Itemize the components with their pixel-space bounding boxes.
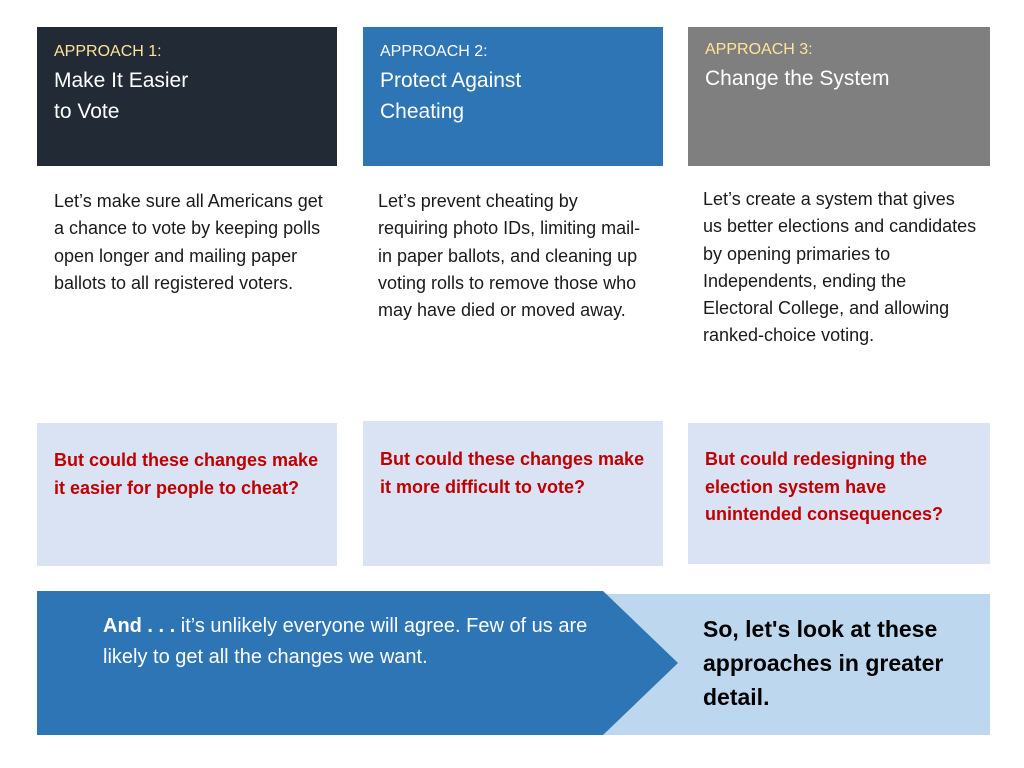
approach-3-question: But could redesigning the election system have unintended consequences? bbox=[705, 449, 944, 524]
approach-1-description: Let’s make sure all Americans get a chance to vote by keeping polls open longer and mailing paper ballots to all registered voters. bbox=[54, 191, 323, 293]
approach-2-title-line2: Cheating bbox=[380, 100, 465, 123]
approach-3-label: APPROACH 3: bbox=[705, 41, 813, 58]
approach-2-question: But could these changes make it more difficult to vote? bbox=[380, 449, 645, 497]
approach-2-label: APPROACH 2: bbox=[380, 43, 488, 60]
approach-3-description: Let’s create a system that gives us better elections and candidates by opening primaries to Independents, ending the Electoral College, and allowing ranked-choice voting. bbox=[703, 189, 977, 346]
approach-2-description: Let’s prevent cheating by requiring photo IDs, limiting mail-in paper ballots, and cleaning up voting rolls to remove those who may have died or moved away. bbox=[378, 191, 641, 321]
footer-conclusion: So, let's look at these approaches in greater detail. bbox=[703, 616, 944, 710]
footer-lead-rest: it’s unlikely everyone will agree. Few of us are likely to get all the changes we want. bbox=[103, 615, 588, 668]
approach-1-label: APPROACH 1: bbox=[54, 43, 162, 60]
footer-lead-bold: And . . . bbox=[103, 615, 176, 637]
approach-3-title-line1: Change the System bbox=[705, 67, 890, 90]
approach-1-question: But could these changes make it easier for people to cheat? bbox=[54, 450, 319, 498]
approach-2-title-line1: Protect Against bbox=[380, 69, 522, 92]
footer-lead bbox=[103, 611, 593, 673]
approach-1-title-line1: Make It Easier bbox=[54, 69, 189, 92]
approach-1-title-line2: to Vote bbox=[54, 100, 120, 123]
